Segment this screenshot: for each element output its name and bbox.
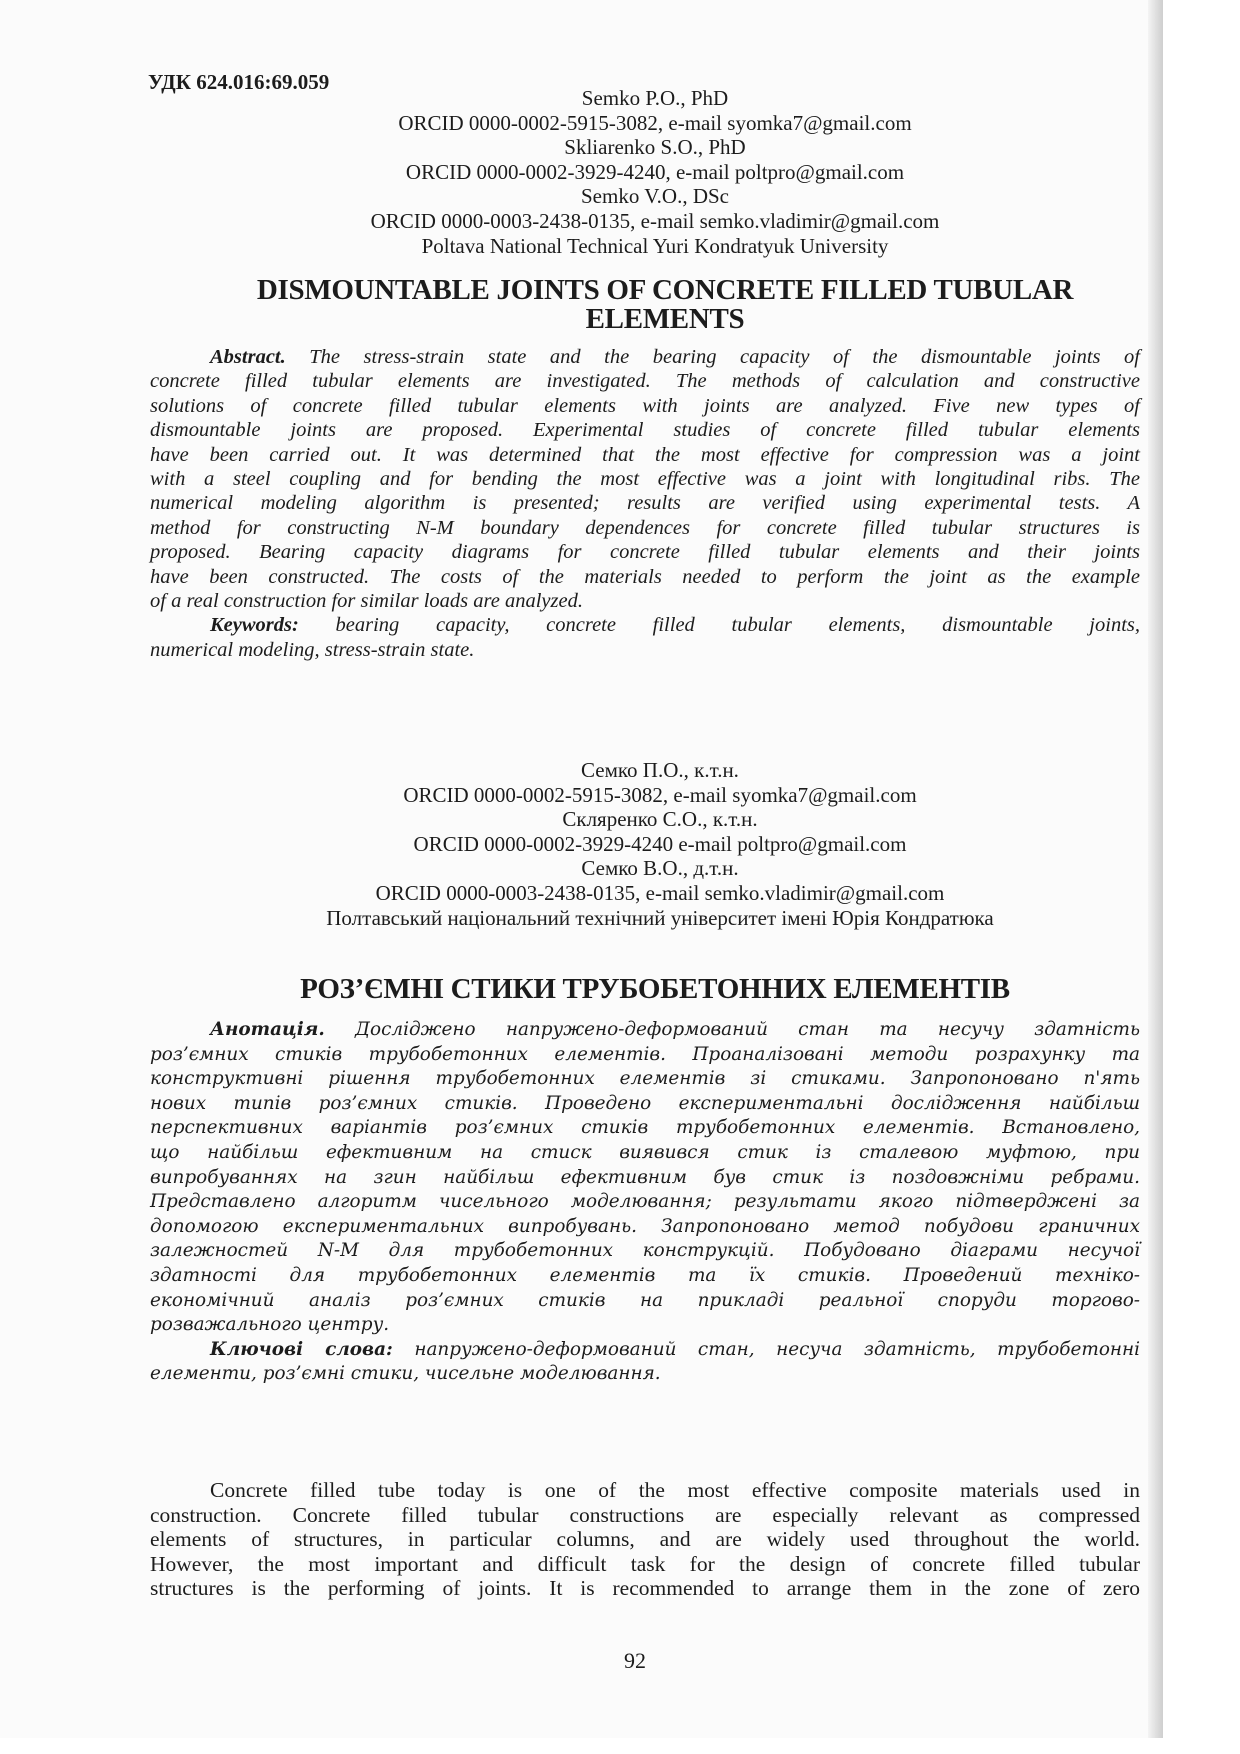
title-line-1: DISMOUNTABLE JOINTS OF CONCRETE FILLED TUBULAR — [256, 274, 1074, 306]
ua-keywords-line: напружено-деформований стан, несуча здатність, трубобетонні — [392, 1338, 1141, 1360]
ua-affiliation: Полтавський національний технічний університет імені Юрія Кондратюка — [326, 905, 994, 930]
ua-keywords-line: елементи, роз’ємні стики, чисельне моделювання. — [150, 1363, 661, 1385]
abstract-line: of a real construction for similar loads are analyzed. — [150, 589, 583, 612]
annotation-line: розважального центру. — [150, 1314, 390, 1336]
author-1-name: Semko P.O., PhD — [581, 86, 729, 110]
title-line-2: ELEMENTS — [585, 303, 745, 335]
ua-author-3-orcid: ORCID 0000-0003-2438-0135, e-mail semko.vladimir@gmail.com — [375, 880, 945, 905]
paper-title-ua: РОЗ’ЄМНІ СТИКИ ТРУБОБЕТОННИХ ЕЛЕМЕНТІВ — [300, 973, 1010, 1005]
annotation — [150, 1018, 1140, 1387]
keywords-line: bearing capacity, concrete filled tubular elements, dismountable joints, — [298, 614, 1140, 637]
page-number: 92 — [624, 1648, 646, 1673]
abstract-line: method for constructing N-M boundary dependences for concrete filled tubular structures is — [150, 516, 1140, 539]
ua-keywords-label: Ключові слова: — [210, 1338, 393, 1360]
abstract — [150, 345, 1140, 662]
author-3-orcid: ORCID 0000-0003-2438-0135, e-mail semko.vladimir@gmail.com — [370, 208, 940, 233]
annotation-line: нових типів роз’ємних стиків. Проведено експериментальні дослідження найбільш — [150, 1092, 1140, 1114]
abstract-line: proposed. Bearing capacity diagrams for concrete filled tubular elements and their joints — [150, 541, 1140, 564]
body-line: elements of structures, in particular columns, and are widely used throughout the world. — [150, 1527, 1140, 1552]
annotation-line: випробуваннях на згин найбільш ефективним був стик із поздовжніми ребрами. — [150, 1166, 1140, 1188]
body-line: Concrete filled tube today is one of the most effective composite materials used in — [210, 1478, 1140, 1502]
body-line: construction. Concrete filled tubular constructions are especially relevant as compressed — [150, 1502, 1140, 1527]
scan-edge-shadow — [1148, 0, 1163, 1738]
abstract-line: have been carried out. It was determined that the most effective for compression was a joint — [150, 443, 1140, 466]
abstract-line: The stress-strain state and the bearing capacity of the dismountable joints of — [285, 346, 1140, 368]
udk-code: УДК 624.016:69.059 — [148, 70, 330, 94]
annotation-line: конструктивні рішення трубобетонних елементів зі стиками. Запропоновано п'ять — [150, 1068, 1140, 1090]
ua-author-2-name: Скляренко С.О., к.т.н. — [562, 807, 758, 832]
abstract-line: have been constructed. The costs of the materials needed to perform the joint as the example — [150, 565, 1140, 588]
annotation-line: Представлено алгоритм чисельного моделювання; результати якого підтверджені за — [150, 1191, 1140, 1213]
ua-authors-block — [150, 758, 1140, 930]
en-authors-block — [150, 86, 1140, 258]
annotation-label: Анотація. — [210, 1019, 325, 1040]
annotation-line: що найбільш ефективним на стиск виявився стик із сталевою муфтою, при — [150, 1141, 1140, 1163]
annotation-line: економічний аналіз роз’ємних стиків на прикладі реальної споруди торгово- — [150, 1289, 1140, 1311]
author-1-orcid: ORCID 0000-0002-5915-3082, e-mail syomka7@gmail.com — [398, 110, 912, 135]
abstract-line: solutions of concrete filled tubular elements with joints are analyzed. Five new types of — [150, 394, 1140, 417]
body-paragraph — [150, 1478, 1140, 1601]
annotation-line: залежностей N-M для трубобетонних конструкцій. Побудовано діаграми несучої — [150, 1240, 1140, 1262]
annotation-line: допомогою експериментальних випробувань. Запропоновано метод побудови граничних — [150, 1215, 1140, 1237]
abstract-line: dismountable joints are proposed. Experimental studies of concrete filled tubular elements — [150, 419, 1140, 442]
keywords-line: numerical modeling, stress-strain state. — [150, 638, 475, 661]
annotation-line: здатності для трубобетонних елементів та їх стиків. Проведений техніко- — [150, 1264, 1140, 1286]
author-2-name: Skliarenko S.O., PhD — [564, 135, 746, 160]
affiliation: Poltava National Technical Yuri Kondratyuk University — [421, 233, 889, 258]
ua-author-2-orcid: ORCID 0000-0002-3929-4240 e-mail poltpro@gmail.com — [413, 831, 907, 856]
abstract-line: with a steel coupling and for bending the most effective was a joint with longitudinal ribs. The — [150, 467, 1140, 490]
annotation-line: роз’ємних стиків трубобетонних елементів. Проаналізовані методи розрахунку та — [150, 1043, 1140, 1065]
abstract-line: concrete filled tubular elements are investigated. The methods of calculation and constructive — [150, 370, 1140, 393]
ua-author-1-orcid: ORCID 0000-0002-5915-3082, e-mail syomka7@gmail.com — [403, 782, 917, 807]
body-line: structures is the performing of joints. It is recommended to arrange them in the zone of zero — [150, 1576, 1140, 1601]
abstract-label: Abstract. — [210, 346, 286, 368]
annotation-line: Досліджено напружено-деформований стан та несучу здатність — [324, 1019, 1140, 1040]
paper-title-en — [150, 276, 1160, 334]
ua-author-3-name: Семко В.О., д.т.н. — [581, 856, 739, 881]
author-2-orcid: ORCID 0000-0002-3929-4240, e-mail poltpro@gmail.com — [405, 159, 905, 184]
author-3-name: Semko V.O., DSc — [581, 184, 729, 209]
body-line: However, the most important and difficult task for the design of concrete filled tubular — [150, 1551, 1140, 1576]
keywords-label: Keywords: — [210, 614, 299, 637]
abstract-line: numerical modeling algorithm is presented; results are verified using experimental tests. A — [150, 492, 1140, 515]
ua-author-1-name: Семко П.О., к.т.н. — [581, 758, 739, 782]
annotation-line: перспективних варіантів роз’ємних стиків трубобетонних елементів. Встановлено, — [150, 1117, 1140, 1139]
